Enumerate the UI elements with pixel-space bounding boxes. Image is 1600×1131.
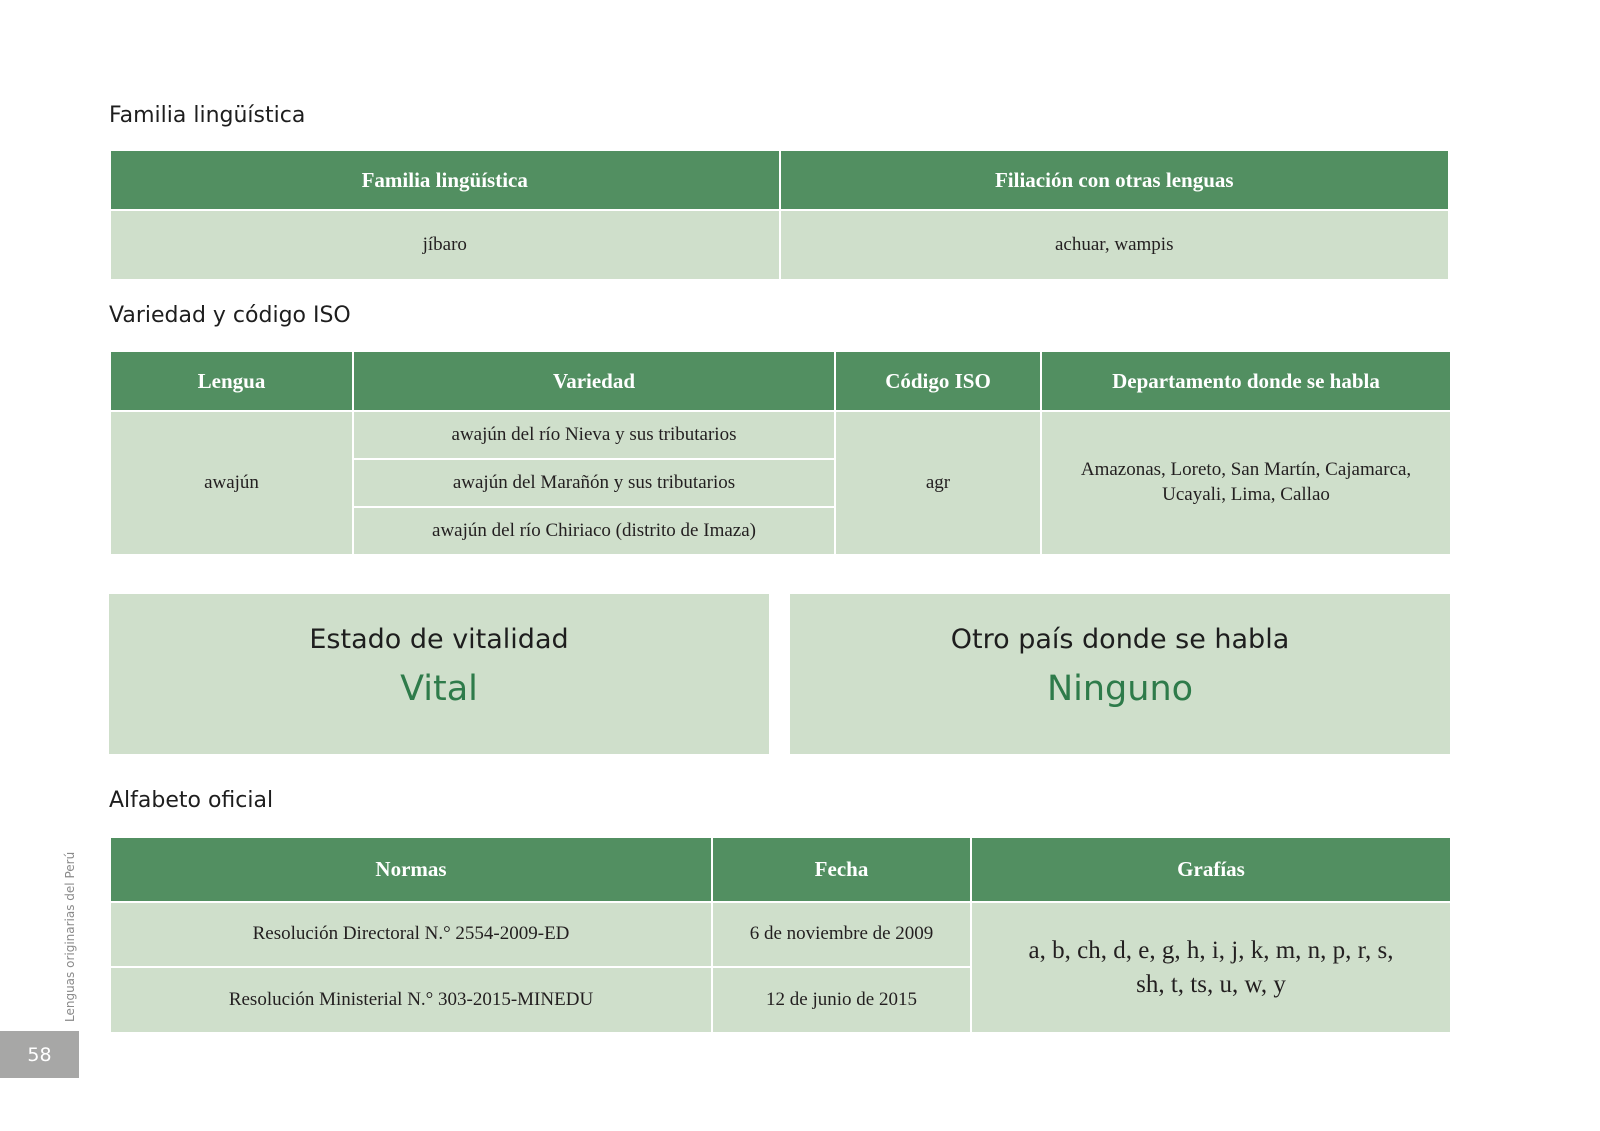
page-number: 58: [0, 1031, 79, 1078]
variedad-cell: awajún del río Nieva y sus tributarios: [353, 411, 835, 459]
table-header-row: [110, 150, 1449, 210]
vitalidad-box: [109, 594, 769, 754]
variedad-table: [109, 350, 1452, 556]
alfabeto-table: [109, 836, 1452, 1034]
table-row: [110, 411, 1451, 459]
running-title: Lenguas originarias del Perú: [63, 851, 77, 1022]
vitalidad-value: Vital: [400, 669, 478, 709]
section-title-variedad: Variedad y código ISO: [109, 303, 351, 328]
column-header-familia: Familia lingüística: [110, 150, 780, 210]
fecha-cell: 12 de junio de 2015: [712, 967, 971, 1033]
fecha-cell: 6 de noviembre de 2009: [712, 902, 971, 967]
section-title-familia: Familia lingüística: [109, 103, 306, 128]
lengua-cell: awajún: [110, 411, 353, 555]
column-header-fecha: Fecha: [712, 837, 971, 902]
otro-pais-box: [790, 594, 1450, 754]
otro-pais-label: Otro país donde se habla: [950, 624, 1290, 655]
norma-cell: Resolución Directoral N.° 2554-2009-ED: [110, 902, 712, 967]
familia-cell: jíbaro: [110, 210, 780, 280]
column-header-normas: Normas: [110, 837, 712, 902]
grafias-cell: a, b, ch, d, e, g, h, i, j, k, m, n, p, r, s, sh, t, ts, u, w, y: [971, 902, 1451, 1033]
norma-cell: Resolución Ministerial N.° 303-2015-MINEDU: [110, 967, 712, 1033]
column-header-lengua: Lengua: [110, 351, 353, 411]
table-header-row: [110, 351, 1451, 411]
otro-pais-value: Ninguno: [1046, 669, 1194, 709]
departamento-cell: Amazonas, Loreto, San Martín, Cajamarca, Ucayali, Lima, Callao: [1041, 411, 1451, 555]
column-header-codigo-iso: Código ISO: [835, 351, 1041, 411]
familia-table: [109, 149, 1450, 281]
column-header-filiacion: Filiación con otras lenguas: [780, 150, 1450, 210]
column-header-variedad: Variedad: [353, 351, 835, 411]
variedad-cell: awajún del río Chiriaco (distrito de Imaza): [353, 507, 835, 555]
codigo-iso-cell: agr: [835, 411, 1041, 555]
section-title-alfabeto: Alfabeto oficial: [109, 788, 274, 813]
vitalidad-label: Estado de vitalidad: [309, 624, 569, 655]
column-header-departamento: Departamento donde se habla: [1041, 351, 1451, 411]
table-header-row: [110, 837, 1451, 902]
column-header-grafias: Grafías: [971, 837, 1451, 902]
filiacion-cell: achuar, wampis: [780, 210, 1450, 280]
table-row: [110, 902, 1451, 967]
variedad-cell: awajún del Marañón y sus tributarios: [353, 459, 835, 507]
table-row: [110, 210, 1449, 280]
